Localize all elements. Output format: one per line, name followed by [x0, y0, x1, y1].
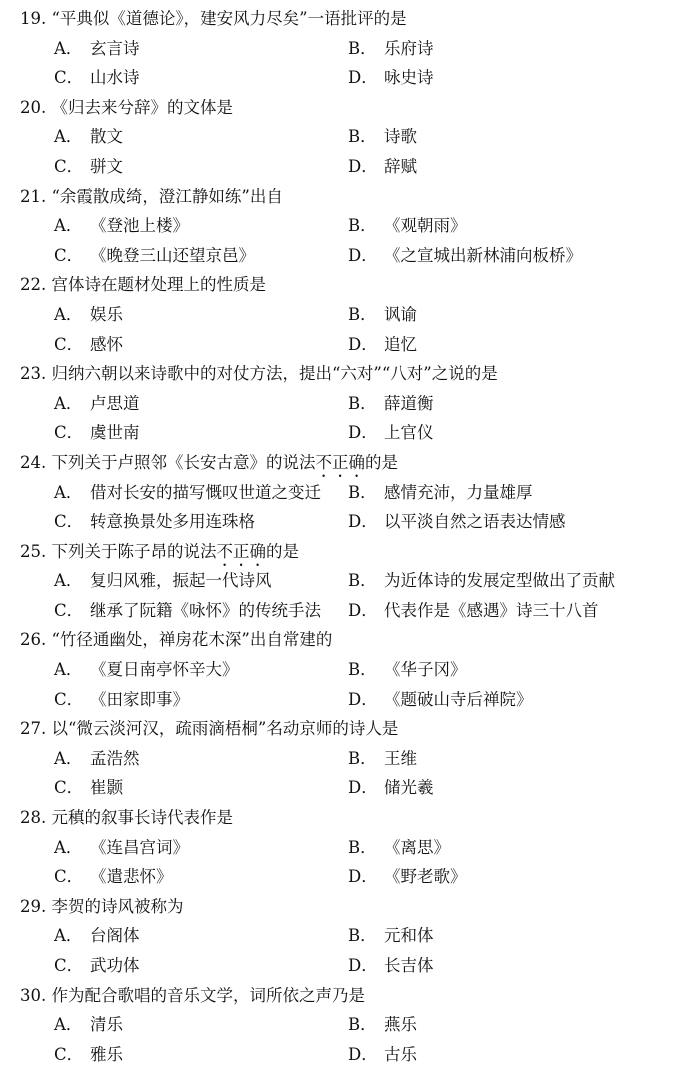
option-letter: D．	[348, 512, 378, 532]
option-text: 储光羲	[384, 778, 434, 798]
option-row	[20, 566, 676, 596]
option-text: 《夏日南亭怀辛大》	[90, 660, 239, 680]
option-letter: D．	[348, 867, 378, 887]
option-letter: B．	[348, 660, 377, 680]
option-c	[20, 685, 344, 715]
question-25	[20, 537, 676, 626]
option-letter: A．	[54, 393, 83, 413]
question-28	[20, 803, 676, 892]
option-letter: C．	[54, 600, 84, 620]
option-letter: C．	[54, 334, 84, 354]
option-a	[20, 833, 344, 863]
question-number: 29.	[20, 896, 47, 916]
option-row	[20, 478, 676, 508]
question-text: 作为配合歌唱的音乐文学，词所依之声乃是	[51, 985, 365, 1005]
option-d	[344, 507, 676, 537]
option-text: 感情充沛，力量雄厚	[384, 482, 533, 502]
question-stem	[20, 93, 676, 123]
option-letter: B．	[348, 127, 377, 147]
option-letter: A．	[54, 38, 83, 58]
option-text: 散文	[90, 127, 123, 147]
option-letter: B．	[348, 571, 377, 591]
option-row	[20, 63, 676, 93]
question-29	[20, 892, 676, 981]
option-letter: A．	[54, 837, 83, 857]
question-text: “平典似《道德论》，建安风力尽矣”一语批评的是	[51, 9, 407, 28]
option-row	[20, 685, 676, 715]
option-text: 《晚登三山还望京邑》	[90, 245, 255, 265]
option-c	[20, 152, 344, 182]
question-number: 20.	[20, 97, 47, 117]
option-text: 玄言诗	[90, 38, 140, 58]
option-letter: A．	[54, 127, 83, 147]
option-text: 借对长安的描写慨叹世道之变迁	[90, 482, 321, 502]
option-letter: A．	[54, 482, 83, 502]
option-text: 《遣悲怀》	[90, 867, 173, 887]
question-text: “竹径通幽处，禅房花木深”出自常建的	[51, 630, 333, 650]
option-letter: A．	[54, 748, 83, 768]
emphasis-text: 不正确	[315, 452, 365, 472]
option-text: 长吉体	[384, 956, 434, 975]
option-a	[20, 34, 344, 64]
option-row	[20, 1010, 676, 1040]
question-30	[20, 981, 676, 1069]
option-text: 王维	[384, 748, 417, 768]
option-text: 以平淡自然之语表达情感	[384, 512, 566, 532]
option-text: 追忆	[384, 334, 417, 354]
option-d	[344, 241, 676, 271]
question-number: 23.	[20, 364, 47, 384]
option-text: 山水诗	[90, 68, 140, 88]
option-text: 台阁体	[90, 926, 140, 946]
option-text: 《野老歌》	[384, 867, 467, 887]
question-stem	[20, 714, 676, 744]
question-number: 28.	[20, 808, 47, 828]
option-text: 继承了阮籍《咏怀》的传统手法	[90, 600, 321, 620]
question-23	[20, 359, 676, 448]
option-b	[344, 34, 676, 64]
option-row	[20, 34, 676, 64]
question-stem	[20, 182, 676, 212]
option-d	[344, 685, 676, 715]
option-letter: D．	[348, 1044, 378, 1064]
option-row	[20, 152, 676, 182]
option-letter: A．	[54, 1015, 83, 1035]
option-row	[20, 951, 676, 981]
option-c	[20, 773, 344, 803]
option-c	[20, 862, 344, 892]
option-a	[20, 921, 344, 951]
option-row	[20, 1040, 676, 1069]
option-letter: A．	[54, 660, 83, 680]
option-a	[20, 389, 344, 419]
option-text: 感怀	[90, 334, 123, 354]
option-letter: C．	[54, 867, 84, 887]
question-27	[20, 714, 676, 803]
option-text: 《之宣城出新林浦向板桥》	[384, 245, 582, 265]
option-text: 《田家即事》	[90, 689, 189, 709]
question-24	[20, 448, 676, 537]
option-letter: B．	[348, 216, 377, 236]
question-stem	[20, 359, 676, 389]
question-text: 下列关于陈子昂的说法	[51, 541, 217, 561]
option-text: 清乐	[90, 1015, 123, 1035]
question-text-end: 的是	[266, 541, 299, 561]
option-row	[20, 744, 676, 774]
option-letter: B．	[348, 837, 377, 857]
question-stem	[20, 981, 676, 1011]
question-stem	[20, 4, 676, 34]
option-text: 诗歌	[384, 127, 417, 147]
option-b	[344, 833, 676, 863]
option-text: 辞赋	[384, 156, 417, 176]
option-a	[20, 122, 344, 152]
option-row	[20, 389, 676, 419]
question-20	[20, 93, 676, 182]
option-d	[344, 951, 676, 981]
question-number: 27.	[20, 719, 47, 739]
option-text: 虞世南	[90, 423, 140, 443]
option-text: 《离思》	[384, 837, 450, 857]
option-b	[344, 566, 676, 596]
option-text: 娱乐	[90, 304, 123, 324]
option-letter: C．	[54, 156, 84, 176]
option-letter: D．	[348, 600, 378, 620]
option-c	[20, 951, 344, 981]
option-letter: C．	[54, 956, 84, 975]
option-a	[20, 211, 344, 241]
option-c	[20, 418, 344, 448]
option-text: 《观朝雨》	[384, 216, 467, 236]
question-21	[20, 182, 676, 271]
option-d	[344, 862, 676, 892]
option-d	[344, 773, 676, 803]
option-b	[344, 744, 676, 774]
option-letter: D．	[348, 334, 378, 354]
option-letter: C．	[54, 512, 84, 532]
option-row	[20, 300, 676, 330]
option-row	[20, 418, 676, 448]
question-text: 李贺的诗风被称为	[51, 896, 184, 916]
option-text: 代表作是《感遇》诗三十八首	[384, 600, 599, 620]
question-19	[20, 4, 676, 93]
option-row	[20, 773, 676, 803]
question-number: 30.	[20, 985, 47, 1005]
option-b	[344, 389, 676, 419]
option-b	[344, 655, 676, 685]
option-text: 燕乐	[384, 1015, 417, 1035]
option-row	[20, 862, 676, 892]
question-number: 26.	[20, 630, 47, 650]
question-stem	[20, 537, 676, 567]
option-letter: B．	[348, 38, 377, 58]
option-b	[344, 300, 676, 330]
option-letter: D．	[348, 245, 378, 265]
option-letter: B．	[348, 393, 377, 413]
option-letter: D．	[348, 156, 378, 176]
option-b	[344, 1010, 676, 1040]
question-text: 宫体诗在题材处理上的性质是	[51, 275, 266, 295]
option-letter: C．	[54, 423, 84, 443]
question-stem	[20, 270, 676, 300]
question-text-end: 的是	[365, 452, 398, 472]
option-b	[344, 478, 676, 508]
option-letter: B．	[348, 1015, 377, 1035]
option-a	[20, 478, 344, 508]
option-row	[20, 330, 676, 360]
option-text: 孟浩然	[90, 748, 140, 768]
option-c	[20, 330, 344, 360]
option-letter: D．	[348, 423, 378, 443]
option-row	[20, 596, 676, 626]
option-row	[20, 211, 676, 241]
option-letter: D．	[348, 956, 378, 975]
option-text: 元和体	[384, 926, 434, 946]
option-letter: C．	[54, 1044, 84, 1064]
option-d	[344, 596, 676, 626]
option-text: 讽谕	[384, 304, 417, 324]
option-letter: B．	[348, 482, 377, 502]
question-22	[20, 270, 676, 359]
option-c	[20, 596, 344, 626]
option-text: 崔颢	[90, 778, 123, 798]
option-d	[344, 63, 676, 93]
question-text: “余霞散成绮，澄江静如练”出自	[51, 186, 283, 206]
option-b	[344, 211, 676, 241]
option-text: 转意换景处多用连珠格	[90, 512, 255, 532]
question-number: 22.	[20, 275, 47, 295]
question-stem	[20, 448, 676, 478]
option-b	[344, 122, 676, 152]
option-d	[344, 418, 676, 448]
option-text: 武功体	[90, 956, 140, 975]
option-text: 卢思道	[90, 393, 140, 413]
option-row	[20, 921, 676, 951]
option-c	[20, 241, 344, 271]
question-text: 元稹的叙事长诗代表作是	[51, 808, 233, 828]
option-a	[20, 300, 344, 330]
option-letter: D．	[348, 689, 378, 709]
option-letter: D．	[348, 68, 378, 88]
option-text: 古乐	[384, 1044, 417, 1064]
option-letter: C．	[54, 689, 84, 709]
option-text: 《华子冈》	[384, 660, 467, 680]
option-text: 复归风雅，振起一代诗风	[90, 571, 272, 591]
option-row	[20, 122, 676, 152]
option-row	[20, 507, 676, 537]
option-letter: C．	[54, 778, 84, 798]
option-c	[20, 63, 344, 93]
question-text: 以“微云淡河汉，疏雨滴梧桐”名动京师的诗人是	[51, 719, 399, 739]
option-text: 《连昌宫词》	[90, 837, 189, 857]
question-stem	[20, 625, 676, 655]
option-text: 为近体诗的发展定型做出了贡献	[384, 571, 615, 591]
question-stem	[20, 803, 676, 833]
option-row	[20, 833, 676, 863]
option-text: 上官仪	[384, 423, 434, 443]
option-text: 骈文	[90, 156, 123, 176]
question-number: 19.	[20, 9, 47, 28]
option-a	[20, 1010, 344, 1040]
option-text: 雅乐	[90, 1044, 123, 1064]
option-b	[344, 921, 676, 951]
question-26	[20, 625, 676, 714]
option-text: 《题破山寺后禅院》	[384, 689, 533, 709]
question-number: 21.	[20, 186, 47, 206]
option-letter: C．	[54, 245, 84, 265]
question-number: 24.	[20, 452, 47, 472]
option-letter: A．	[54, 926, 83, 946]
option-letter: B．	[348, 926, 377, 946]
question-text: 归纳六朝以来诗歌中的对仗方法，提出“六对”“八对”之说的是	[51, 364, 498, 384]
option-text: 咏史诗	[384, 68, 434, 88]
option-letter: B．	[348, 748, 377, 768]
option-a	[20, 566, 344, 596]
option-row	[20, 241, 676, 271]
option-letter: C．	[54, 68, 84, 88]
option-letter: A．	[54, 216, 83, 236]
option-text: 薛道衡	[384, 393, 434, 413]
question-number: 25.	[20, 541, 47, 561]
emphasis-text: 不正确	[216, 541, 266, 561]
option-c	[20, 1040, 344, 1069]
question-list	[20, 4, 676, 1069]
question-text: 下列关于卢照邻《长安古意》的说法	[51, 452, 316, 472]
option-text: 《登池上楼》	[90, 216, 189, 236]
question-text: 《归去来兮辞》的文体是	[51, 97, 233, 117]
question-stem	[20, 892, 676, 922]
option-letter: A．	[54, 304, 83, 324]
option-a	[20, 655, 344, 685]
option-d	[344, 330, 676, 360]
option-c	[20, 507, 344, 537]
option-letter: B．	[348, 304, 377, 324]
option-text: 乐府诗	[384, 38, 434, 58]
option-letter: A．	[54, 571, 83, 591]
option-d	[344, 1040, 676, 1069]
option-row	[20, 655, 676, 685]
option-d	[344, 152, 676, 182]
option-a	[20, 744, 344, 774]
option-letter: D．	[348, 778, 378, 798]
